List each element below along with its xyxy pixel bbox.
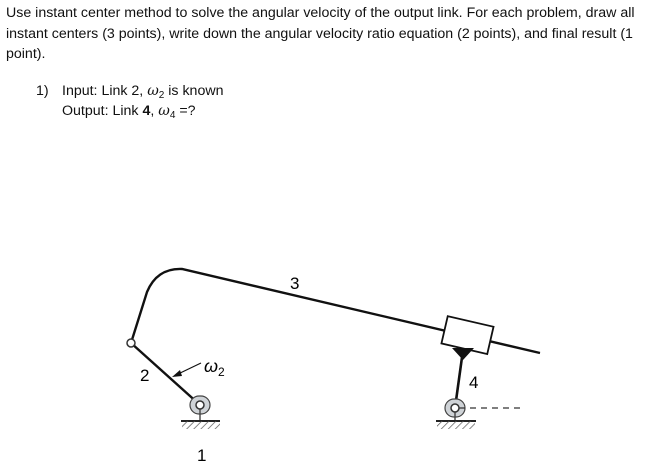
problem-number: 1)	[36, 83, 49, 99]
omega2-arrow-icon	[172, 363, 201, 377]
ground-pivot-o4	[436, 399, 520, 429]
output-comma: ,	[150, 103, 159, 119]
input-omega-subscript: 2	[158, 90, 165, 101]
label-link-1: 1	[197, 446, 207, 464]
output-omega-symbol: ω	[158, 103, 170, 119]
label-link-4: 4	[469, 373, 479, 392]
label-link-3: 3	[290, 274, 300, 293]
input-prefix: Input: Link 2,	[62, 83, 148, 99]
output-prefix: Output: Link	[62, 103, 143, 119]
label-link-2: 2	[140, 366, 150, 385]
omega2-label: $\omega_2$	[204, 356, 225, 379]
output-omega-subscript: 4	[169, 110, 176, 121]
instructions-paragraph: Use instant center method to solve the angular velocity of the output link. For each problem, draw all instant centers (3 points), write down the angular velocity ratio equation (2 points), and final result (1 point).	[6, 5, 635, 62]
joint-a	[127, 339, 135, 347]
input-suffix: is known	[164, 83, 224, 99]
output-suffix: =?	[175, 103, 196, 119]
input-omega-symbol: ω	[147, 83, 159, 99]
output-link-number: 4	[142, 103, 151, 119]
ground-pivot-o2	[181, 396, 220, 429]
